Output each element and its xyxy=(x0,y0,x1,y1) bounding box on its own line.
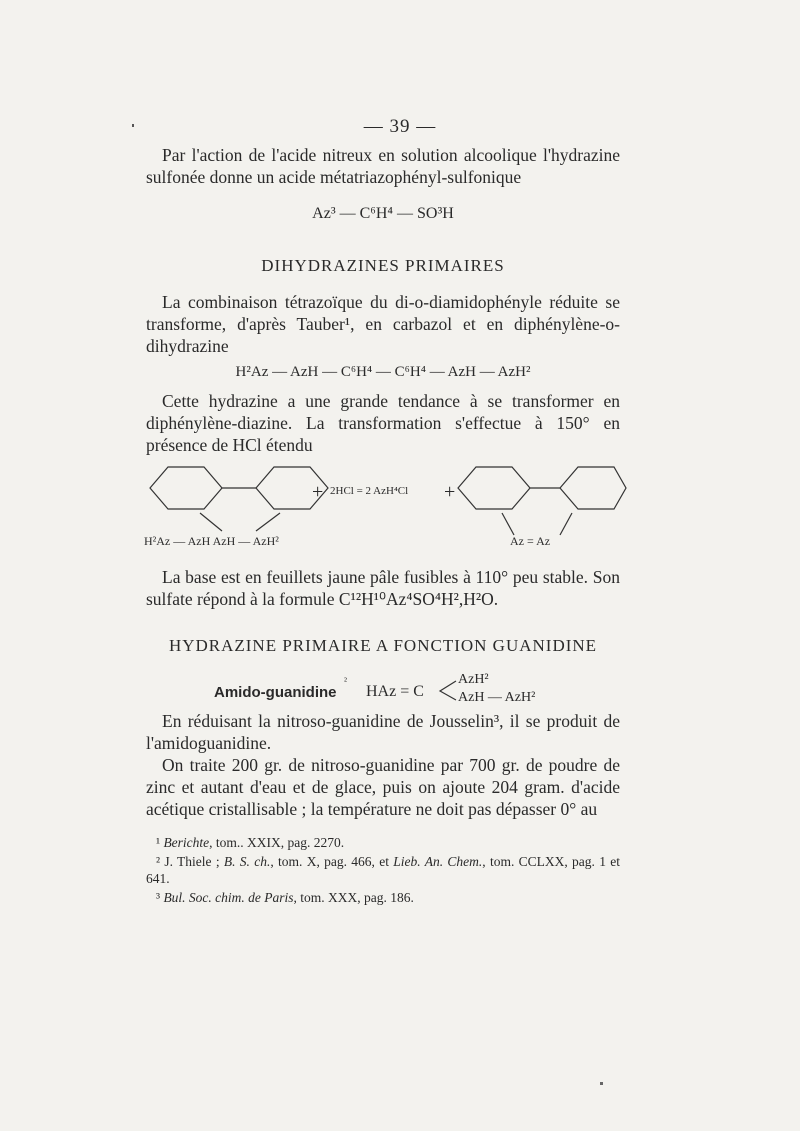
footnote-3 xyxy=(146,889,620,906)
footnote-2-number: ² xyxy=(156,854,161,869)
heading-guanidine: HYDRAZINE PRIMAIRE A FONCTION GUANIDINE xyxy=(168,636,598,655)
paragraph-1: Par l'action de l'acide nitreux en solution alcoolique l'hydrazine sulfonée donne un acide métatriazophényl-sulfonique xyxy=(146,145,620,187)
substituent-bond-2 xyxy=(256,513,280,531)
footnote-3-source: Bul. Soc. chim. de Paris xyxy=(163,890,294,905)
page-number: — 39 — xyxy=(363,116,437,137)
footnote-3-detail: , tom. XXX, pag. 186. xyxy=(293,890,414,905)
heading-dihydrazines: DIHYDRAZINES PRIMAIRES xyxy=(261,256,505,275)
reagent-text: 2HCl = 2 AzH⁴Cl xyxy=(330,485,409,497)
formula-left: HAz = C xyxy=(366,683,424,700)
amidoguanidine-formula: Amido-guanidine ² HAz = C AzH² AzH — AzH² xyxy=(214,672,536,705)
left-biphenyl-structure xyxy=(150,467,328,531)
formula-top-group: AzH² xyxy=(458,672,489,687)
formula-dihydrazine: H²Az — AzH — C⁶H⁴ — C⁶H⁴ — AzH — AzH² xyxy=(235,364,531,380)
formula-triazophenyl: Az³ — C⁶H⁴ — SO³H xyxy=(312,205,454,222)
azo-bond-1 xyxy=(502,513,514,535)
left-structure-label: H²Az — AzH AzH — AzH² xyxy=(144,534,279,548)
plus-sign-1: + xyxy=(312,481,324,503)
substituent-bond-1 xyxy=(200,513,222,531)
paragraph-3: Cette hydrazine a une grande tendance à se transformer en diphénylène-diazine. La transformation s'effectue à 150° en présence de HCl étendu xyxy=(146,391,620,455)
paragraph-6: On traite 200 gr. de nitroso-guanidine par 700 gr. de poudre de zinc et autant d'eau et de glace, puis on ajoute 204 gram. d'acide acétique cristallisable ; la température ne doit pas dépasser 0° au xyxy=(146,755,620,819)
footnote-2 xyxy=(146,853,620,887)
paragraph-4: La base est en feuillets jaune pâle fusibles à 110° peu stable. Son sulfate répond à la formule C¹²H¹⁰Az⁴SO⁴H²,H²O. xyxy=(146,567,620,609)
right-diazine-structure xyxy=(458,467,626,535)
footnote-2-detail-b: , tom. CCLXX, pag. 1 et 641. xyxy=(146,854,621,886)
footnote-1-number: ¹ xyxy=(156,835,161,850)
footnote-2-source: B. S. ch. xyxy=(223,854,271,869)
footnote-1 xyxy=(146,834,620,851)
footnote-3-number: ³ xyxy=(156,890,161,905)
plus-sign-2: + xyxy=(444,481,456,503)
reaction-diagram xyxy=(140,455,630,550)
footnote-1-source: Berichte xyxy=(163,835,210,850)
paragraph-2: La combinaison tétrazoïque du di-o-diamidophényle réduite se transforme, d'après Tauber¹, en carbazol et en diphénylène-o-dihydrazine xyxy=(146,292,620,356)
paragraph-5: En réduisant la nitroso-guanidine de Jousselin³, il se produit de l'amidoguanidine. xyxy=(146,711,620,753)
footnote-2-author: J. Thiele ; xyxy=(164,854,224,869)
benzene-ring-3 xyxy=(458,467,530,509)
footnote-2-source-b: Lieb. An. Chem. xyxy=(393,854,483,869)
paper-speck xyxy=(600,1082,603,1085)
benzene-ring-1 xyxy=(150,467,222,509)
right-structure-label: Az = Az xyxy=(510,534,551,548)
formula-bottom-group: AzH — AzH² xyxy=(458,690,536,705)
compound-name: Amido-guanidine xyxy=(214,684,337,701)
azo-bond-2 xyxy=(560,513,572,535)
branch-bracket-icon xyxy=(436,678,458,702)
benzene-ring-4 xyxy=(560,467,626,509)
margin-speck xyxy=(132,124,134,127)
footnote-1-detail: , tom.. XXIX, pag. 2270. xyxy=(209,835,345,850)
footnote-2-detail-a: , tom. X, pag. 466, et xyxy=(270,854,394,869)
